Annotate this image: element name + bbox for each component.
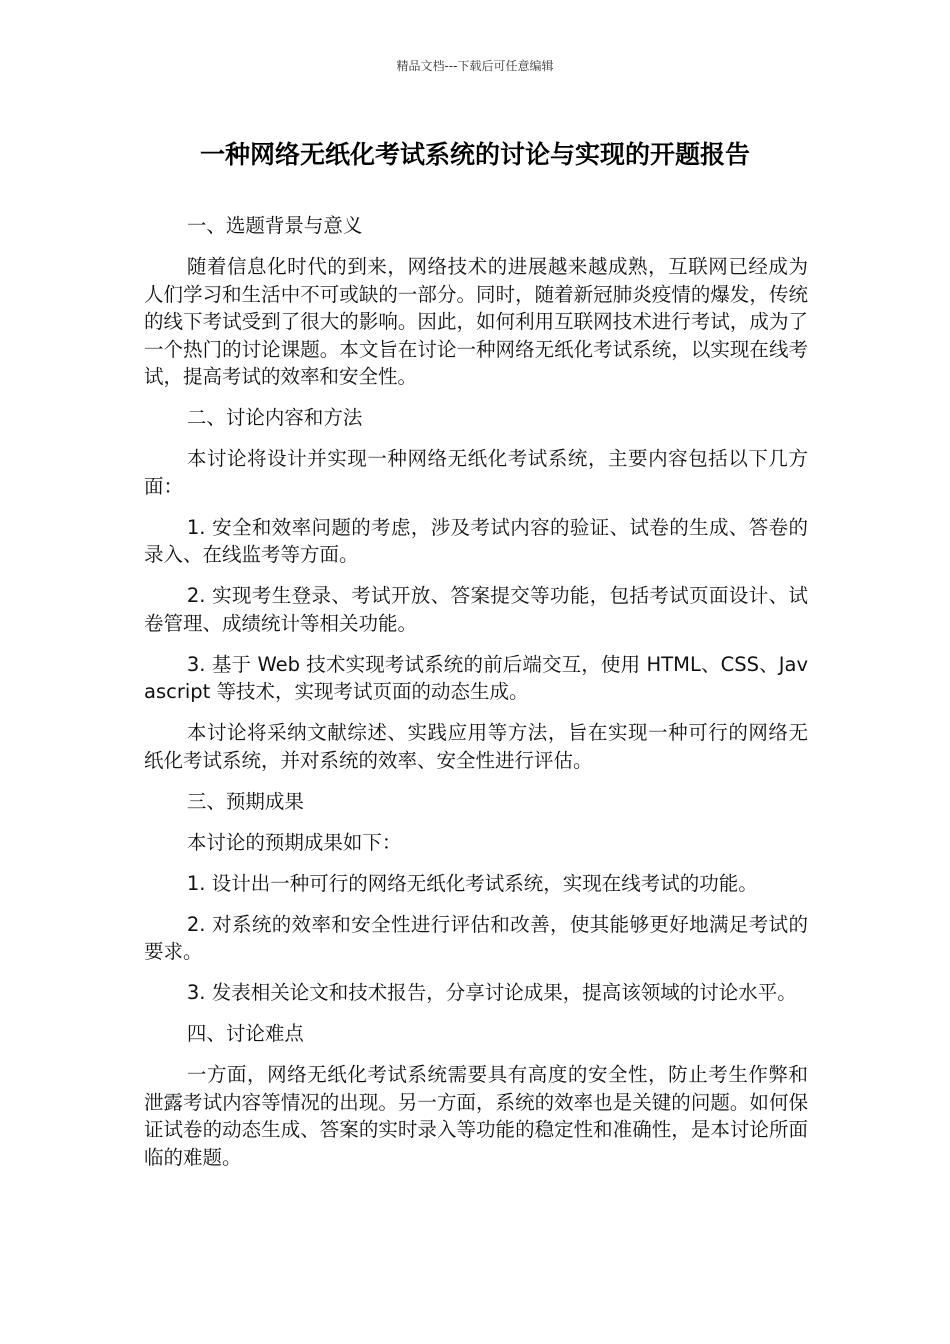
paragraph-content-intro: 本讨论将设计并实现一种网络无纸化考试系统，主要内容包括以下几方面： <box>144 447 808 498</box>
paragraph-difficulties: 一方面，网络无纸化考试系统需要具有高度的安全性，防止考生作弊和泄露考试内容等情况的出现。另一方面，系统的效率也是关键的问题。如何保证试卷的动态生成、答案的实时录入等功能的稳定性和准确性，是本讨论所面临的难题。 <box>144 1063 808 1169</box>
document-title: 一种网络无纸化考试系统的讨论与实现的开题报告 <box>199 140 750 169</box>
list-item-content-2: 2. 实现考生登录、考试开放、答案提交等功能，包括考试页面设计、试卷管理、成绩统计等相关功能。 <box>144 584 808 635</box>
list-item-results-3: 3. 发表相关论文和技术报告，分享讨论成果，提高该领域的讨论水平。 <box>186 981 797 1004</box>
section-heading-content-methods: 二、讨论内容和方法 <box>186 406 363 429</box>
paragraph-background: 随着信息化时代的到来，网络技术的进展越来越成熟，互联网已经成为人们学习和生活中不可或缺的一部分。同时，随着新冠肺炎疫情的爆发，传统的线下考试受到了很大的影响。因此，如何利用互联网技术进行考试，成为了一个热门的讨论课题。本文旨在讨论一种网络无纸化考试系统，以实现在线考试，提高考试的效率和安全性。 <box>144 255 808 388</box>
header-note: 精品文档---下载后可任意编辑 <box>396 59 554 73</box>
paragraph-methods: 本讨论将采纳文献综述、实践应用等方法，旨在实现一种可行的网络无纸化考试系统，并对系统的效率、安全性进行评估。 <box>144 721 808 772</box>
section-heading-expected-results: 三、预期成果 <box>186 789 304 813</box>
document-body <box>144 212 808 1185</box>
section-heading-background: 一、选题背景与意义 <box>186 214 363 237</box>
list-item-content-1: 1. 安全和效率问题的考虑，涉及考试内容的验证、试卷的生成、答卷的录入、在线监考等方面。 <box>144 515 808 566</box>
list-item-content-3: 3. 基于 Web 技术实现考试系统的前后端交互，使用 HTML、CSS、Javascript 等技术，实现考试页面的动态生成。 <box>144 652 808 703</box>
list-item-results-1: 1. 设计出一种可行的网络无纸化考试系统，实现在线考试的功能。 <box>186 871 758 895</box>
paragraph-results-intro: 本讨论的预期成果如下： <box>186 830 402 854</box>
list-item-results-2: 2. 对系统的效率和安全性进行评估和改善，使其能够更好地满足考试的要求。 <box>144 912 808 963</box>
section-heading-difficulties: 四、讨论难点 <box>186 1022 304 1045</box>
